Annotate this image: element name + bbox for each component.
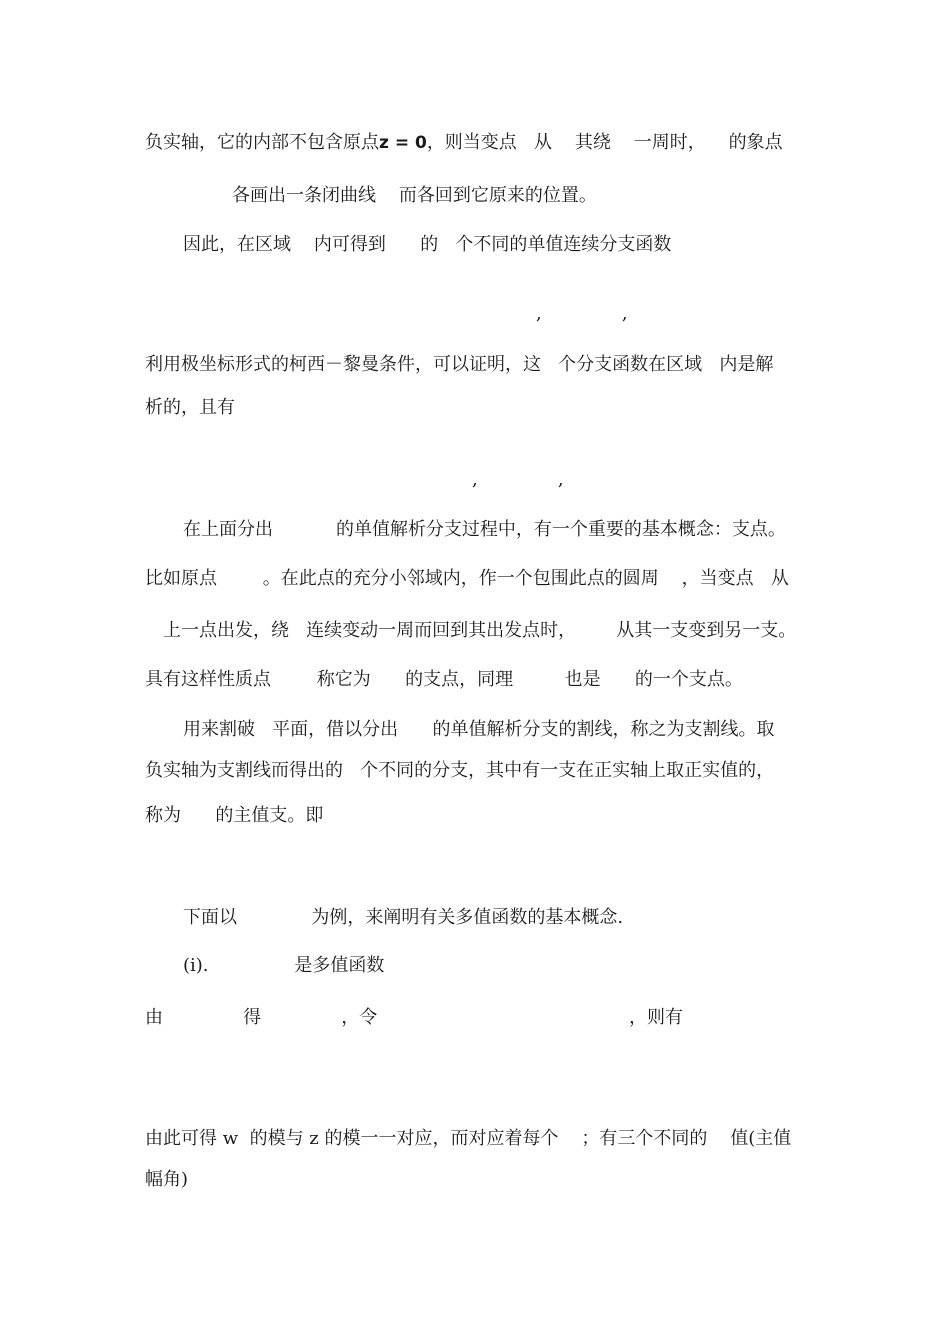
math-expression: z = 0 bbox=[379, 133, 427, 153]
text-line: 在上面分出 的单值解析分支过程中，有一个重要的基本概念：支点。 bbox=[183, 519, 786, 540]
text-line bbox=[145, 131, 783, 155]
text-line: 上一点出发，绕 连续变动一周而回到其出发点时， 从其一支变到另一支。 bbox=[163, 620, 797, 641]
formula-placeholder: , , bbox=[472, 469, 564, 490]
formula-placeholder: , , bbox=[536, 303, 628, 324]
text-line: 利用极坐标形式的柯西－黎曼条件，可以证明，这 个分支函数在区域 内是解 bbox=[145, 354, 774, 375]
text-line: 各画出一条闭曲线 而各回到它原来的位置。 bbox=[232, 185, 597, 206]
text-line: 由 得 ，令 ，则有 bbox=[145, 1007, 683, 1028]
text-line: 因此，在区域 内可得到 的 个不同的单值连续分支函数 bbox=[183, 234, 672, 255]
text-segment: 负实轴，它的内部不包含原点 bbox=[145, 132, 379, 153]
text-line: 由此可得 w 的模与 z 的模一一对应，而对应着每个 ；有三个不同的 值(主值 bbox=[145, 1128, 792, 1149]
text-line: 用来割破 平面，借以分出 的单值解析分支的割线，称之为支割线。取 bbox=[183, 719, 775, 740]
text-line: 具有这样性质点 称它为 的支点，同理 也是 的一个支点。 bbox=[145, 669, 743, 690]
text-segment: ，则当变点 从 其绕 一周时， 的象点 bbox=[426, 132, 783, 153]
text-line: 下面以 为例，来阐明有关多值函数的基本概念. bbox=[183, 907, 624, 928]
text-line: 负实轴为支割线而得出的 个不同的分支，其中有一支在正实轴上取正实值的， bbox=[145, 760, 775, 781]
text-line: 称为 的主值支。即 bbox=[145, 805, 324, 826]
text-line: 幅角) bbox=[145, 1169, 189, 1190]
text-line: 析的，且有 bbox=[145, 397, 235, 418]
text-line: 比如原点 。在此点的充分小邻域内，作一个包围此点的圆周 ，当变点 从 bbox=[145, 568, 789, 589]
text-line: (i). 是多值函数 bbox=[183, 955, 385, 976]
